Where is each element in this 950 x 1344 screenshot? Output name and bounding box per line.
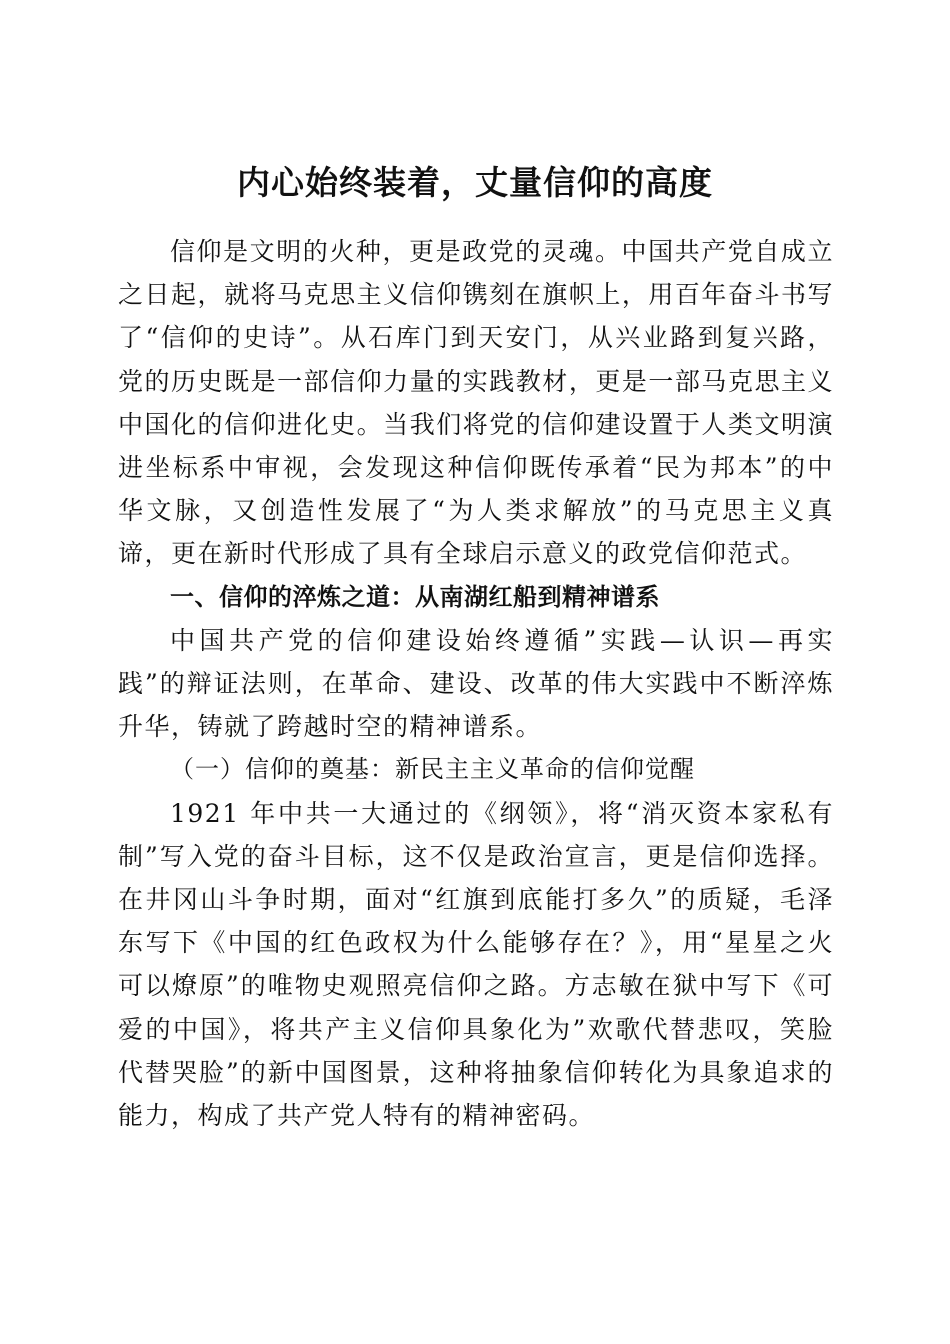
document-body — [118, 230, 834, 1137]
intro-paragraph: 信仰是文明的火种，更是政党的灵魂。中国共产党自成立之日起，就将马克思主义信仰镌刻在旗帜上，用百年奋斗书写了“信仰的史诗”。从石库门到天安门，从兴业路到复兴路，党的历史既是一部信仰力量的实践教材，更是一部马克思主义中国化的信仰进化史。当我们将党的信仰建设置于人类文明演进坐标系中审视，会发现这种信仰既传承着“民为邦本”的中华文脉，又创造性发展了“为人类求解放”的马克思主义真谛，更在新时代形成了具有全球启示意义的政党信仰范式。 — [118, 237, 834, 569]
section-paragraph: 中国共产党的信仰建设始终遵循”实践—认识—再实践”的辩证法则，在革命、建设、改革的伟大实践中不断淬炼升华，铸就了跨越时空的精神谱系。 — [118, 625, 834, 742]
section-heading: 一、信仰的淬炼之道：从南湖红船到精神谱系 — [170, 582, 660, 611]
subsection-paragraph: 1921 年中共一大通过的《纲领》，将“消灭资本家私有制”写入党的奋斗目标，这不仅是政治宣言，更是信仰选择。在井冈山斗争时期，面对“红旗到底能打多久”的质疑，毛泽东写下《中国的红色政权为什么能够存在？》，用“星星之火可以燎原”的唯物史观照亮信仰之路。方志敏在狱中写下《可爱的中国》，将共产主义信仰具象化为”欢歌代替悲叹，笑脸代替哭脸”的新中国图景，这种将抽象信仰转化为具象追求的能力，构成了共产党人特有的精神密码。 — [118, 798, 834, 1131]
document-title: 内心始终装着，丈量信仰的高度 — [237, 163, 713, 203]
subsection-heading: （一）信仰的奠基：新民主主义革命的信仰觉醒 — [170, 755, 695, 784]
